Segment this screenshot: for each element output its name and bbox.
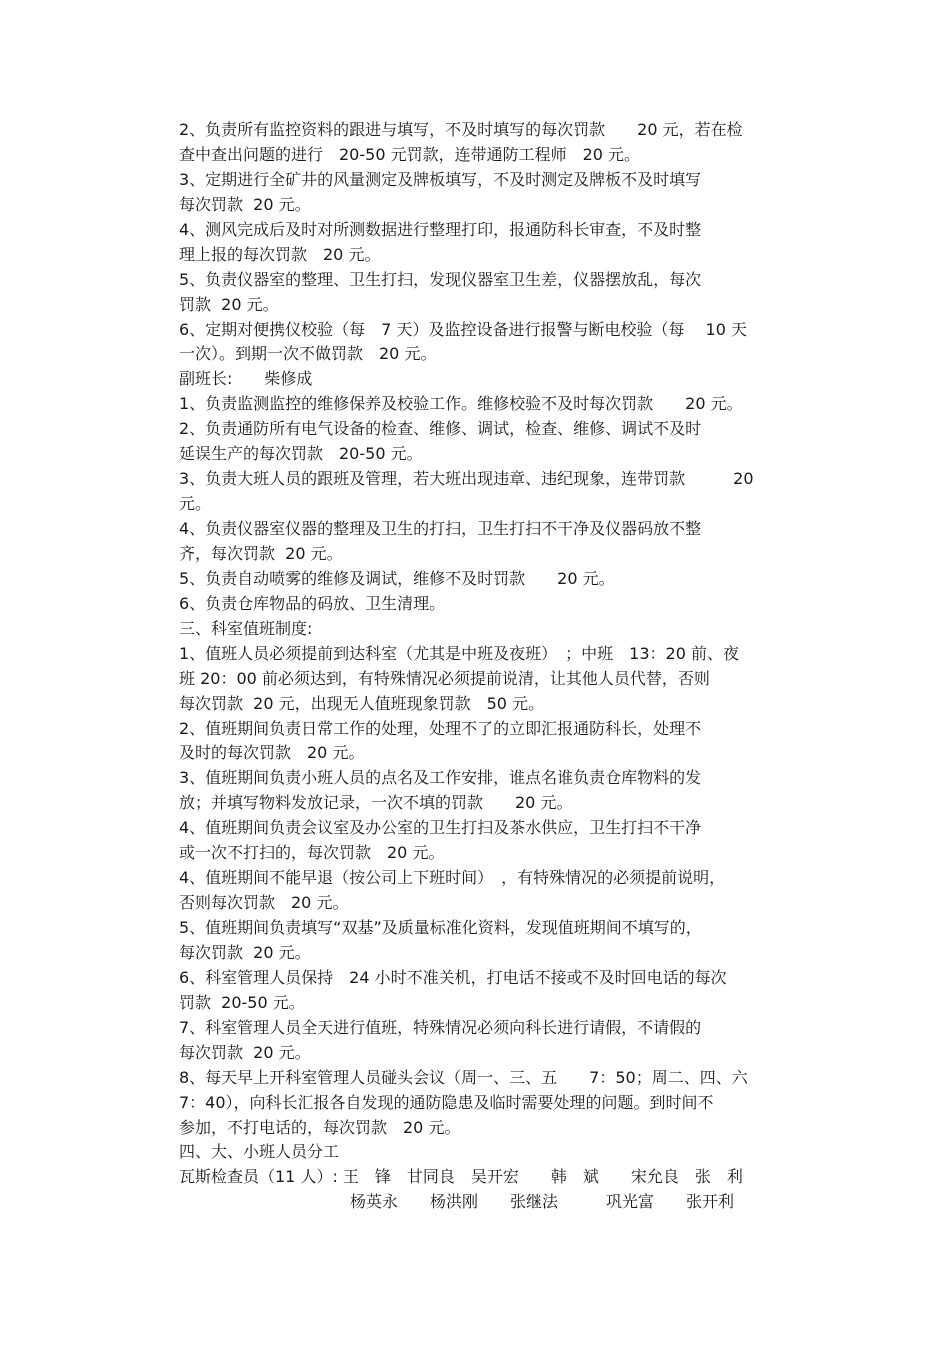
text-line: 3、定期进行全矿井的风量测定及牌板填写，不及时测定及牌板不及时填写	[179, 169, 702, 189]
text-line: 理上报的每次罚款 20 元。	[179, 244, 381, 264]
text-line: 罚款 20 元。	[179, 294, 279, 314]
text-line: 4、值班期间负责会议室及办公室的卫生打扫及茶水供应，卫生打扫不干净	[179, 818, 702, 838]
text-line: 每次罚款 20 元，出现无人值班现象罚款 50 元。	[179, 693, 545, 713]
text-line: 延误生产的每次罚款 20-50 元。	[179, 444, 423, 464]
text-line: 7、科室管理人员全天进行值班，特殊情况必须向科长进行请假，不请假的	[179, 1017, 702, 1037]
text-line: 6、定期对便携仪校验（每 7 天）及监控设备进行报警与断电校验（每 10 天	[179, 319, 747, 339]
text-line: 5、值班期间负责填写“双基”及质量标准化资料，发现值班期间不填写的，	[179, 918, 702, 937]
text-line: 7：40），向科长汇报各自发现的通防隐患及临时需要处理的问题。到时间不	[179, 1092, 714, 1112]
text-line: 每次罚款 20 元。	[179, 942, 311, 962]
text-line: 5、负责自动喷雾的维修及调试，维修不及时罚款 20 元。	[179, 568, 615, 588]
text-line: 6、负责仓库物品的码放、卫生清理。	[179, 593, 446, 613]
text-line: 每次罚款 20 元。	[179, 1042, 311, 1062]
text-line: 班 20：00 前必须达到，有特殊情况必须提前说清，让其他人员代替，否则	[179, 668, 710, 688]
text-line: 齐，每次罚款 20 元。	[179, 543, 343, 563]
text-line: 参加，不打电话的，每次罚款 20 元。	[179, 1117, 461, 1137]
text-line: 4、测风完成后及时对所测数据进行整理打印，报通防科长审查，不及时整	[179, 219, 702, 239]
text-line: 4、负责仪器室仪器的整理及卫生的打扫，卫生打扫不干净及仪器码放不整	[179, 519, 702, 538]
text-line: 5、负责仪器室的整理、卫生打扫，发现仪器室卫生差，仪器摆放乱，每次	[179, 269, 702, 289]
text-line: 4、值班期间不能早退（按公司上下班时间） ，有特殊情况的必须提前说明，	[179, 868, 726, 888]
roster-line: 瓦斯检查员（11 人）: 王 锋 甘同良 吴开宏 韩 斌 宋允良 张 利	[179, 1167, 743, 1187]
roster-line-continued: 杨英永 杨洪刚 张继法 巩光富 张开利	[350, 1192, 735, 1212]
text-line: 否则每次罚款 20 元。	[179, 893, 349, 913]
text-line: 2、值班期间负责日常工作的处理，处理不了的立即汇报通防科长，处理不	[179, 718, 702, 738]
section-heading: 三、科室值班制度:	[179, 618, 313, 638]
text-line: 罚款 20-50 元。	[179, 992, 305, 1012]
text-line: 及时的每次罚款 20 元。	[179, 743, 365, 763]
text-line: 查中查出问题的进行 20-50 元罚款，连带通防工程师 20 元。	[179, 144, 641, 164]
text-line: 1、负责监测监控的维修保养及校验工作。维修校验不及时每次罚款 20 元。	[179, 394, 743, 414]
section-heading: 副班长: 柴修成	[179, 369, 313, 389]
text-line: 1、值班人员必须提前到达科室（尤其是中班及夜班） ；中班 13：20 前、夜	[179, 643, 739, 663]
text-line: 6、科室管理人员保持 24 小时不准关机，打电话不接或不及时回电话的每次	[179, 967, 727, 987]
text-line: 放；并填写物料发放记录，一次不填的罚款 20 元。	[179, 793, 573, 813]
text-line: 一次）。到期一次不做罚款 20 元。	[179, 344, 437, 364]
text-line: 3、值班期间负责小班人员的点名及工作安排，谁点名谁负责仓库物料的发	[179, 768, 702, 788]
text-line: 2、负责所有监控资料的跟进与填写，不及时填写的每次罚款 20 元，若在检	[179, 120, 743, 139]
section-heading: 四、大、小班人员分工	[179, 1142, 340, 1162]
text-line: 每次罚款 20 元。	[179, 194, 311, 214]
text-line: 3、负责大班人员的跟班及管理，若大班出现违章、违纪现象，连带罚款 20	[179, 469, 754, 489]
text-line: 8、每天早上开科室管理人员碰头会议（周一、三、五 7：50；周二、四、六	[179, 1067, 748, 1087]
text-line: 元。	[179, 494, 212, 514]
document-page	[179, 118, 811, 1215]
text-line: 2、负责通防所有电气设备的检查、维修、调试，检查、维修、调试不及时	[179, 419, 702, 439]
text-line: 或一次不打扫的，每次罚款 20 元。	[179, 843, 445, 863]
